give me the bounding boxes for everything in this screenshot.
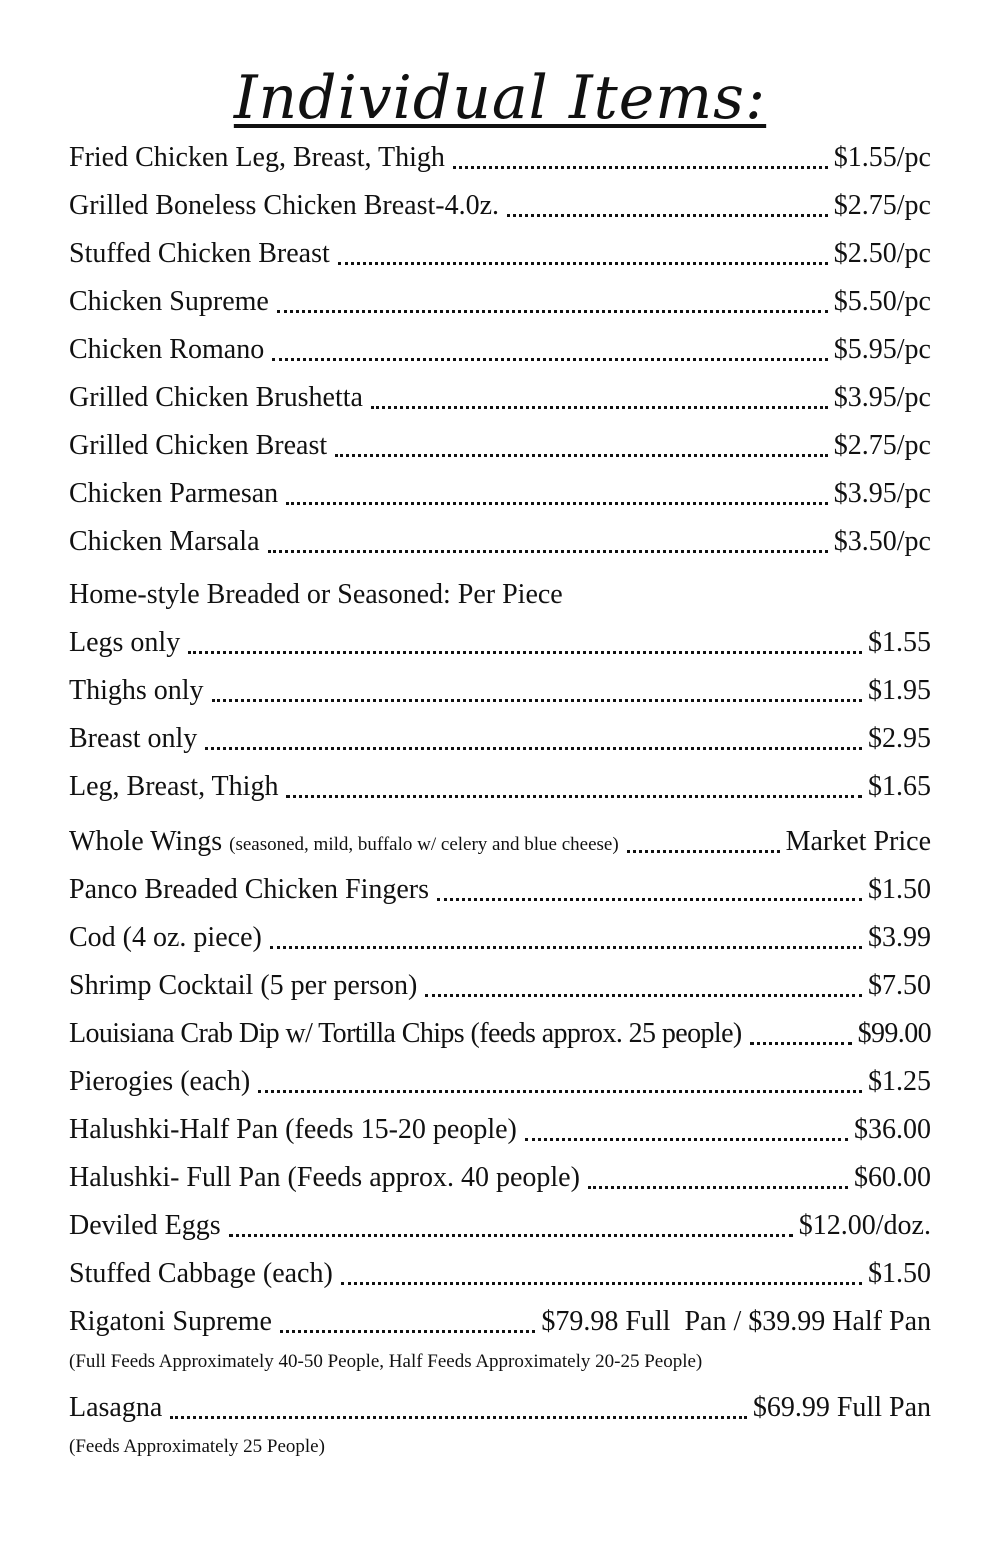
page-title-text: Individual Items: (233, 63, 767, 133)
rigatoni-note: (Full Feeds Approximately 40-50 People, Half Feeds Approximately 20-25 People) (69, 1351, 703, 1372)
menu-item-rigatoni (69, 1302, 931, 1342)
item-price: $2.50/pc (833, 238, 931, 269)
item-name: Chicken Romano (69, 334, 265, 365)
item-price: $1.55 (868, 627, 931, 658)
item-price: $12.00/doz. (798, 1210, 931, 1241)
item-price: $1.25 (868, 1066, 931, 1097)
item-note: (seasoned, mild, buffalo w/ celery and blue cheese) (229, 834, 619, 855)
dot-leader (341, 1254, 862, 1294)
menu-item (69, 330, 931, 370)
menu-item (69, 767, 931, 807)
item-price: $3.95/pc (833, 478, 931, 509)
item-name: Chicken Marsala (69, 526, 260, 557)
menu-item (69, 138, 931, 178)
item-price: $1.50 (868, 874, 931, 905)
menu-item (69, 474, 931, 514)
item-price: $99.00 (857, 1018, 931, 1049)
item-price: $5.50/pc (833, 286, 931, 317)
item-name: Panco Breaded Chicken Fingers (69, 874, 430, 905)
menu-item-wings (69, 822, 931, 862)
item-price: $60.00 (854, 1162, 931, 1193)
dot-leader (425, 966, 862, 1006)
item-name: Halushki- Full Pan (Feeds approx. 40 people) (69, 1162, 580, 1193)
dot-leader (268, 522, 828, 562)
dot-leader (229, 1206, 793, 1246)
dot-leader (437, 870, 862, 910)
menu-item (69, 1062, 931, 1102)
dot-leader (338, 234, 828, 274)
menu-item (69, 1158, 931, 1198)
item-price: $1.95 (868, 675, 931, 706)
item-name: Cod (4 oz. piece) (69, 922, 262, 953)
dot-leader (371, 378, 828, 418)
item-price: $2.75/pc (833, 190, 931, 221)
item-price: Market Price (785, 826, 931, 857)
item-name: Lasagna (69, 1392, 163, 1423)
item-name: Whole Wings (69, 826, 223, 857)
item-name: Thighs only (69, 675, 204, 706)
menu-item (69, 282, 931, 322)
item-name: Grilled Chicken Breast (69, 430, 328, 461)
dot-leader (286, 474, 828, 514)
dot-leader (335, 426, 828, 466)
item-name: Shrimp Cocktail (5 per person) (69, 970, 418, 1001)
dot-leader (270, 918, 862, 958)
item-price: $2.95 (868, 723, 931, 754)
item-price: $1.50 (868, 1258, 931, 1289)
item-name: Breast only (69, 723, 198, 754)
item-price: $5.95/pc (833, 334, 931, 365)
item-name: Grilled Chicken Brushetta (69, 382, 363, 413)
menu-item-lasagna (69, 1388, 931, 1428)
menu-item (69, 623, 931, 663)
menu-item (69, 522, 931, 562)
menu-item (69, 1014, 931, 1054)
item-name: Fried Chicken Leg, Breast, Thigh (69, 142, 445, 173)
menu-item (69, 1206, 931, 1246)
menu-item (69, 234, 931, 274)
item-name: Chicken Parmesan (69, 478, 279, 509)
dot-leader (588, 1158, 848, 1198)
menu-item (69, 918, 931, 958)
item-name: Legs only (69, 627, 181, 658)
item-price: $2.75/pc (833, 430, 931, 461)
item-price: $3.50/pc (833, 526, 931, 557)
menu-item (69, 719, 931, 759)
item-price: $69.99 Full Pan (752, 1392, 931, 1423)
item-name: Louisiana Crab Dip w/ Tortilla Chips (feeds approx. 25 people) (69, 1018, 742, 1049)
item-name: Stuffed Cabbage (each) (69, 1258, 333, 1289)
item-name: Rigatoni Supreme (69, 1306, 272, 1337)
dot-leader (277, 282, 828, 322)
item-name: Deviled Eggs (69, 1210, 221, 1241)
dot-leader (627, 822, 780, 862)
page-title (0, 62, 1000, 134)
dot-leader (258, 1062, 862, 1102)
menu-item (69, 426, 931, 466)
item-price: $3.99 (868, 922, 931, 953)
item-name: Halushki-Half Pan (feeds 15-20 people) (69, 1114, 517, 1145)
dot-leader (188, 623, 862, 663)
menu-item (69, 1254, 931, 1294)
menu-item (69, 186, 931, 226)
menu-item (69, 671, 931, 711)
item-price: $36.00 (854, 1114, 931, 1145)
dot-leader (205, 719, 862, 759)
item-price: $1.65 (868, 771, 931, 802)
lasagna-note: (Feeds Approximately 25 People) (69, 1436, 325, 1457)
item-price: $3.95/pc (833, 382, 931, 413)
dot-leader (525, 1110, 848, 1150)
item-name: Leg, Breast, Thigh (69, 771, 279, 802)
dot-leader (750, 1014, 852, 1054)
item-price: $7.50 (868, 970, 931, 1001)
item-price: $1.55/pc (833, 142, 931, 173)
menu-item (69, 870, 931, 910)
dot-leader (507, 186, 828, 226)
item-name: Pierogies (each) (69, 1066, 251, 1097)
menu-item (69, 966, 931, 1006)
menu-item (69, 1110, 931, 1150)
menu-item (69, 378, 931, 418)
homestyle-heading: Home-style Breaded or Seasoned: Per Piece (69, 579, 563, 610)
dot-leader (170, 1388, 747, 1428)
dot-leader (453, 138, 828, 178)
item-name: Grilled Boneless Chicken Breast-4.0z. (69, 190, 500, 221)
dot-leader (272, 330, 828, 370)
item-name: Stuffed Chicken Breast (69, 238, 330, 269)
item-name: Chicken Supreme (69, 286, 269, 317)
dot-leader (280, 1302, 535, 1342)
item-price: $79.98 Full Pan / $39.99 Half Pan (541, 1306, 931, 1337)
dot-leader (212, 671, 862, 711)
dot-leader (286, 767, 862, 807)
